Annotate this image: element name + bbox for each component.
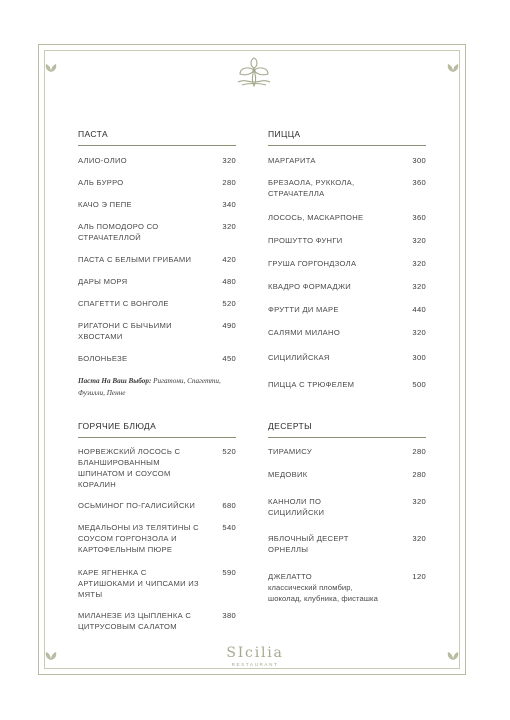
item-price: 280 — [222, 178, 236, 187]
item-price: 480 — [222, 277, 236, 286]
hot-dishes-section — [78, 421, 236, 641]
pizza-section — [268, 129, 426, 399]
item-price: 280 — [412, 447, 426, 456]
section-title: ГОРЯЧИЕ БЛЮДА — [78, 421, 157, 431]
item-price: 420 — [222, 255, 236, 264]
item-price: 320 — [412, 259, 426, 268]
brand-logo — [0, 645, 510, 667]
item-name: СИЦИЛИЙСКАЯ — [268, 353, 330, 362]
item-name: КАРЕ ЯГНЕНКА С АРТИШОКАМИ И ЧИПСАМИ ИЗ МЯТЫ — [78, 568, 199, 599]
item-name: МИЛАНЕЗЕ ИЗ ЦЫПЛЕНКА С ЦИТРУСОВЫМ САЛАТОМ — [78, 611, 192, 631]
item-price: 280 — [412, 470, 426, 479]
item-name: БРЕЗАОЛА, РУККОЛА, СТРАЧАТЕЛЛА — [268, 178, 355, 198]
item-price: 520 — [222, 299, 236, 308]
item-price: 590 — [222, 568, 236, 577]
item-name: ТИРАМИСУ — [268, 447, 312, 456]
item-price: 380 — [222, 611, 236, 620]
section-divider — [78, 437, 236, 438]
item-name: КАННОЛИ ПО СИЦИЛИЙСКИ — [268, 497, 325, 517]
item-price: 450 — [222, 354, 236, 363]
item-name: МАРГАРИТА — [268, 156, 316, 165]
item-name: ЯБЛОЧНЫЙ ДЕСЕРТ ОРНЕЛЛЫ — [268, 534, 349, 554]
pasta-section — [78, 129, 236, 399]
brand-subtitle: RESTAURANT — [231, 662, 279, 667]
item-price: 490 — [222, 321, 236, 330]
leaf-ornament-icon — [44, 63, 58, 73]
item-name: МЕДАЛЬОНЫ ИЗ ТЕЛЯТИНЫ С СОУСОМ ГОРГОНЗОЛА И КАРТОФЕЛЬНЫМ ПЮРЕ — [78, 523, 199, 554]
item-name: ПИЦЦА С ТРЮФЕЛЕМ — [268, 380, 355, 389]
section-title: ПИЦЦА — [268, 129, 301, 139]
item-price: 520 — [222, 447, 236, 456]
item-price: 320 — [412, 282, 426, 291]
item-price: 500 — [412, 380, 426, 389]
item-price: 120 — [412, 572, 426, 581]
item-price: 320 — [412, 236, 426, 245]
item-price: 440 — [412, 305, 426, 314]
item-name: РИГАТОНИ С БЫЧЬИМИ ХВОСТАМИ — [78, 321, 172, 341]
item-price: 680 — [222, 501, 236, 510]
note-label: Паста На Ваш Выбор: — [78, 377, 152, 385]
note-text: Ригатони, Спагетти, Фузилли, Пенне — [78, 377, 221, 397]
section-title: ДЕСЕРТЫ — [268, 421, 313, 431]
section-divider — [268, 437, 426, 438]
item-name: ПРОШУТТО ФУНГИ — [268, 236, 343, 245]
item-name — [268, 571, 378, 604]
item-name: КВАДРО ФОРМАДЖИ — [268, 282, 352, 291]
section-title: ПАСТА — [78, 129, 109, 139]
item-description: классический пломбир, шоколад, клубника, фисташка — [268, 583, 378, 603]
item-price: 360 — [412, 178, 426, 187]
emblem-icon — [228, 52, 280, 90]
item-price: 320 — [412, 534, 426, 543]
item-price: 300 — [412, 156, 426, 165]
item-price: 320 — [412, 497, 426, 506]
section-divider — [268, 145, 426, 146]
item-name: НОРВЕЖСКИЙ ЛОСОСЬ С БЛАНШИРОВАННЫМ ШПИНАТОМ И СОУСОМ КОРАЛИН — [78, 447, 181, 489]
item-price: 300 — [412, 353, 426, 362]
item-name-text: ДЖЕЛАТТО — [268, 572, 312, 581]
item-name: ФРУТТИ ДИ МАРЕ — [268, 305, 339, 314]
item-name: КАЧО Э ПЕПЕ — [78, 200, 132, 209]
item-name: АЛЬ ПОМОДОРО СО СТРАЧАТЕЛЛОЙ — [78, 222, 159, 242]
desserts-section — [268, 421, 426, 621]
item-name: БОЛОНЬЕЗЕ — [78, 354, 128, 363]
item-name: ОСЬМИНОГ ПО-ГАЛИСИЙСКИ — [78, 501, 196, 510]
item-name: САЛЯМИ МИЛАНО — [268, 328, 341, 337]
item-name: ЛОСОСЬ, МАСКАРПОНЕ — [268, 213, 364, 222]
leaf-ornament-icon — [446, 63, 460, 73]
item-price: 320 — [222, 156, 236, 165]
brand-name: SIcilia — [226, 645, 284, 661]
item-price: 320 — [412, 328, 426, 337]
item-name: АЛЬ БУРРО — [78, 178, 124, 187]
item-name: ДАРЫ МОРЯ — [78, 277, 128, 286]
item-name: ГРУША ГОРГОНДЗОЛА — [268, 259, 357, 268]
item-name: ПАСТА С БЕЛЫМИ ГРИБАМИ — [78, 255, 192, 264]
section-divider — [78, 145, 236, 146]
item-name: МЕДОВИК — [268, 470, 308, 479]
item-price: 360 — [412, 213, 426, 222]
item-price: 340 — [222, 200, 236, 209]
pasta-choice-note — [78, 375, 228, 399]
item-name: АЛИО-ОЛИО — [78, 156, 127, 165]
item-price: 540 — [222, 523, 236, 532]
item-name: СПАГЕТТИ С ВОНГОЛЕ — [78, 299, 169, 308]
item-price: 320 — [222, 222, 236, 231]
